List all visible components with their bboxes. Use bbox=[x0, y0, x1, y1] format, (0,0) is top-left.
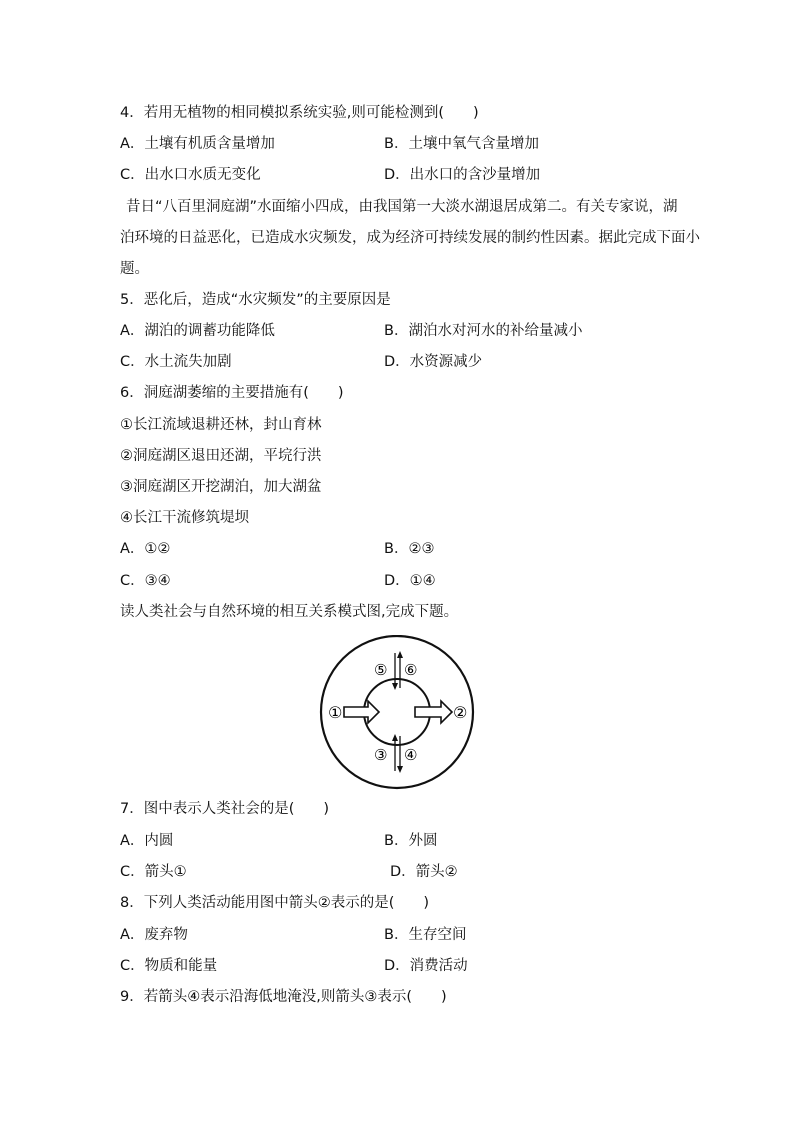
q5-option-d: D．水资源减少 bbox=[384, 354, 483, 370]
arrow-5 bbox=[392, 653, 398, 690]
label-3: ③ bbox=[374, 746, 388, 764]
passage1-line1: 昔日“八百里洞庭湖”水面缩小四成，由我国第一大淡水湖退居成第二。有关专家说，湖 bbox=[126, 199, 678, 215]
arrow-4 bbox=[397, 736, 403, 773]
relationship-diagram bbox=[316, 635, 478, 791]
passage1-line2: 泊环境的日益恶化，已造成水灾频发，成为经济可持续发展的制约性因素。据此完成下面小 bbox=[120, 230, 700, 246]
q8-option-c: C．物质和能量 bbox=[120, 958, 218, 974]
q4-option-d: D．出水口的含沙量增加 bbox=[384, 167, 541, 183]
q7-option-a: A．内圆 bbox=[120, 833, 174, 849]
label-4: ④ bbox=[404, 746, 418, 764]
q4-option-c: C．出水口水质无变化 bbox=[120, 167, 261, 183]
q6-statement-4: ④长江干流修筑堤坝 bbox=[120, 510, 249, 526]
arrow-6 bbox=[397, 651, 403, 688]
q8-option-b: B．生存空间 bbox=[384, 927, 467, 943]
q4-stem: 4．若用无植物的相同模拟系统实验,则可能检测到( ) bbox=[120, 105, 479, 121]
passage1-line3: 题。 bbox=[120, 261, 149, 277]
arrow-3 bbox=[392, 734, 398, 771]
q6-statement-2: ②洞庭湖区退田还湖，平垸行洪 bbox=[120, 448, 322, 464]
q6-option-d: D．①④ bbox=[384, 573, 436, 589]
q6-option-c: C．③④ bbox=[120, 573, 171, 589]
q5-option-b: B．湖泊水对河水的补给量减小 bbox=[384, 323, 583, 339]
q7-stem: 7．图中表示人类社会的是( ) bbox=[120, 801, 330, 817]
q7-option-b: B．外圆 bbox=[384, 833, 438, 849]
q9-stem: 9．若箭头④表示沿海低地淹没,则箭头③表示( ) bbox=[120, 989, 447, 1005]
label-1: ① bbox=[328, 703, 343, 722]
q5-option-a: A．湖泊的调蓄功能降低 bbox=[120, 323, 275, 339]
q6-stem: 6．洞庭湖萎缩的主要措施有( ) bbox=[120, 385, 344, 401]
q6-statement-3: ③洞庭湖区开挖湖泊，加大湖盆 bbox=[120, 479, 322, 495]
q6-statement-1: ①长江流域退耕还林，封山育林 bbox=[120, 417, 322, 433]
q6-option-a: A．①② bbox=[120, 541, 171, 557]
q5-stem: 5．恶化后，造成“水灾频发”的主要原因是 bbox=[120, 292, 391, 308]
q5-option-c: C．水土流失加剧 bbox=[120, 354, 232, 370]
arrow-1 bbox=[344, 701, 379, 723]
q4-option-b: B．土壤中氧气含量增加 bbox=[384, 136, 539, 152]
q7-option-d: D．箭头② bbox=[390, 864, 458, 880]
passage2: 读人类社会与自然环境的相互关系模式图,完成下题。 bbox=[120, 604, 459, 620]
q8-option-d: D．消费活动 bbox=[384, 958, 468, 974]
q6-option-b: B．②③ bbox=[384, 541, 435, 557]
q7-option-c: C．箭头① bbox=[120, 864, 187, 880]
arrow-2 bbox=[415, 701, 452, 723]
q4-option-a: A．土壤有机质含量增加 bbox=[120, 136, 275, 152]
label-6: ⑥ bbox=[404, 661, 418, 679]
label-2: ② bbox=[453, 703, 468, 722]
label-5: ⑤ bbox=[374, 661, 388, 679]
q8-stem: 8．下列人类活动能用图中箭头②表示的是( ) bbox=[120, 895, 430, 911]
q8-option-a: A．废弃物 bbox=[120, 927, 188, 943]
